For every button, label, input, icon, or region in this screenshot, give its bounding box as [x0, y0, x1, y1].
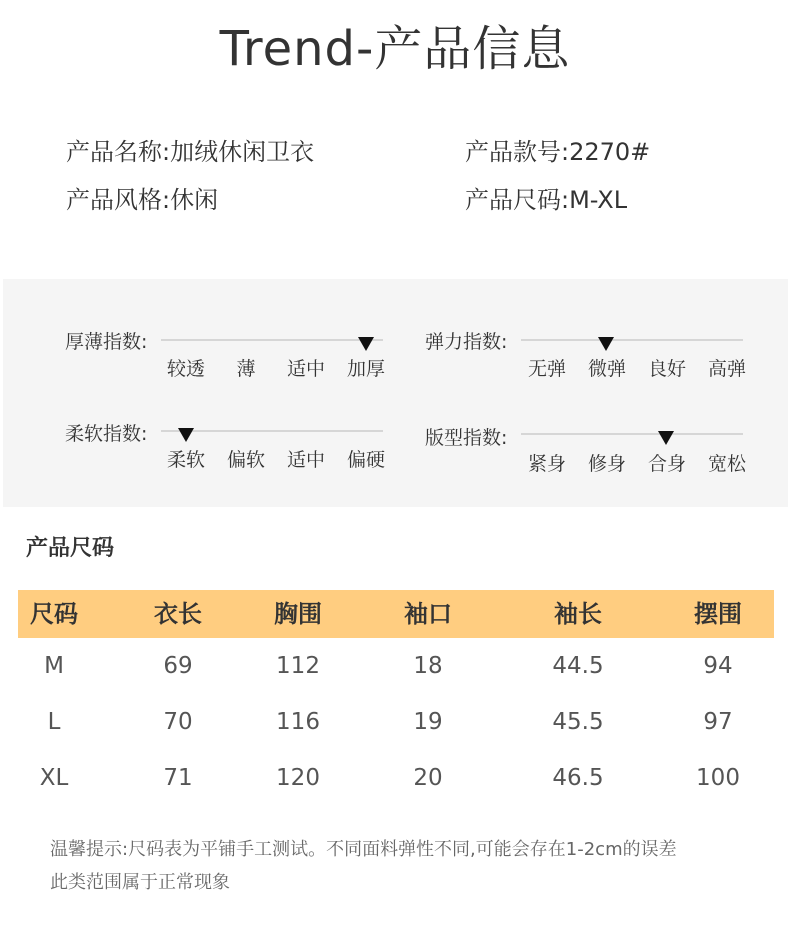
cell-hem: 94 — [703, 653, 733, 679]
thickness-option: 适中 — [286, 358, 326, 380]
table-row — [18, 694, 774, 750]
cell-length: 71 — [163, 765, 193, 791]
product-model-label: 产品款号: — [465, 138, 570, 166]
product-style-label: 产品风格: — [66, 186, 171, 214]
cell-length: 70 — [163, 709, 193, 735]
header-hem: 摆围 — [694, 600, 742, 628]
size-note-line-1: 温馨提示:尺码表为平铺手工测试。不同面料弹性不同,可能会存在1-2cm的误差 — [50, 839, 677, 860]
fit-option: 修身 — [587, 453, 627, 475]
product-size-value: M-XL — [569, 186, 628, 214]
cell-length: 69 — [163, 653, 193, 679]
cell-size: XL — [39, 765, 69, 791]
softness-option: 偏硬 — [346, 449, 386, 471]
fit-index-marker — [658, 431, 674, 445]
product-style-value: 休闲 — [170, 186, 219, 214]
elasticity-option: 微弹 — [587, 358, 627, 380]
page-title: Trend-产品信息 — [219, 21, 571, 77]
cell-cuff: 19 — [413, 709, 443, 735]
size-table-header — [18, 590, 774, 638]
product-name-label: 产品名称: — [66, 138, 171, 166]
thickness-index-track — [161, 339, 383, 341]
thickness-option: 较透 — [166, 358, 206, 380]
fit-option: 合身 — [647, 453, 687, 475]
softness-index-label: 柔软指数: — [65, 423, 148, 445]
cell-cuff: 20 — [413, 765, 443, 791]
header-cuff: 袖口 — [404, 600, 452, 628]
size-section-title: 产品尺码 — [26, 536, 115, 561]
index-panel — [3, 279, 788, 507]
cell-cuff: 18 — [413, 653, 443, 679]
header-size: 尺码 — [30, 600, 78, 628]
cell-sleeve: 44.5 — [552, 653, 604, 679]
softness-index-track — [161, 430, 383, 432]
softness-index-marker — [178, 428, 194, 442]
product-size-row — [465, 184, 627, 216]
cell-size: L — [47, 709, 61, 735]
softness-option: 柔软 — [166, 449, 206, 471]
product-name-row — [66, 136, 314, 168]
header-chest: 胸围 — [274, 600, 322, 628]
elasticity-option: 高弹 — [707, 358, 747, 380]
softness-option: 适中 — [286, 449, 326, 471]
cell-chest: 112 — [276, 653, 320, 679]
cell-hem: 100 — [696, 765, 740, 791]
table-row — [18, 638, 774, 694]
product-size-label: 产品尺码: — [465, 186, 570, 214]
fit-index-label: 版型指数: — [425, 427, 508, 449]
cell-sleeve: 45.5 — [552, 709, 604, 735]
size-note-line-2: 此类范围属于正常现象 — [50, 872, 230, 893]
fit-index-track — [521, 433, 743, 435]
header-length: 衣长 — [154, 600, 202, 628]
cell-hem: 97 — [703, 709, 733, 735]
table-row — [18, 750, 774, 806]
header-sleeve: 袖长 — [554, 600, 602, 628]
product-name-value: 加绒休闲卫衣 — [170, 138, 315, 166]
cell-size: M — [44, 653, 64, 679]
cell-sleeve: 46.5 — [552, 765, 604, 791]
cell-chest: 116 — [276, 709, 320, 735]
elasticity-option: 良好 — [647, 358, 687, 380]
size-table — [18, 590, 774, 806]
elasticity-index-marker — [598, 337, 614, 351]
product-style-row — [66, 184, 218, 216]
cell-chest: 120 — [276, 765, 320, 791]
thickness-option: 薄 — [236, 358, 256, 380]
thickness-option: 加厚 — [346, 358, 386, 380]
softness-option: 偏软 — [226, 449, 266, 471]
elasticity-option: 无弹 — [527, 358, 567, 380]
product-model-value: 2270# — [569, 138, 651, 166]
thickness-index-label: 厚薄指数: — [65, 331, 148, 353]
fit-option: 宽松 — [707, 453, 747, 475]
elasticity-index-track — [521, 339, 743, 341]
elasticity-index-label: 弹力指数: — [425, 331, 508, 353]
fit-option: 紧身 — [527, 453, 567, 475]
product-model-row — [465, 136, 650, 168]
thickness-index-marker — [358, 337, 374, 351]
